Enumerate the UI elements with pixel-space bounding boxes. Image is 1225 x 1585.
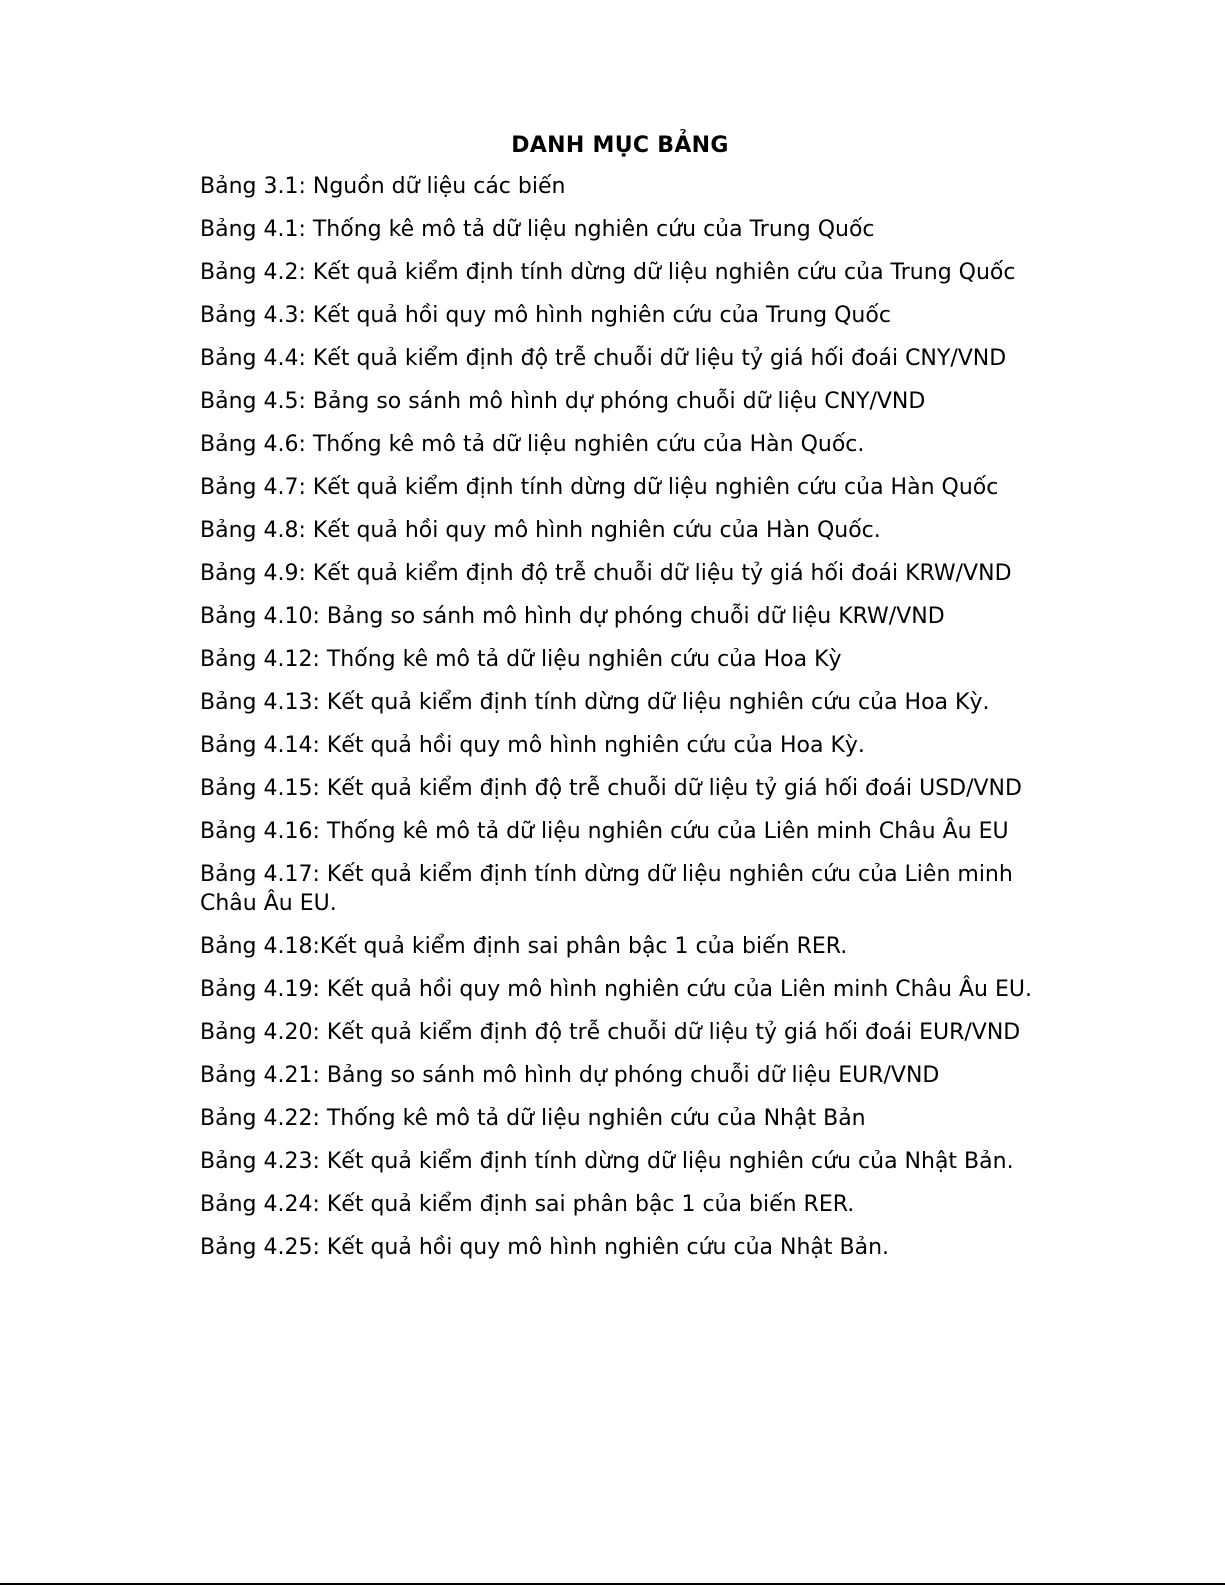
list-item: Bảng 4.10: Bảng so sánh mô hình dự phóng chuỗi dữ liệu KRW/VND xyxy=(200,604,945,629)
list-item: Bảng 4.15: Kết quả kiểm định độ trễ chuỗi dữ liệu tỷ giá hối đoái USD/VND xyxy=(200,776,1022,801)
page-title: DANH MỤC BẢNG xyxy=(511,133,729,158)
list-item: Bảng 4.16: Thống kê mô tả dữ liệu nghiên cứu của Liên minh Châu Âu EU xyxy=(200,819,1009,844)
list-item: Bảng 4.8: Kết quả hồi quy mô hình nghiên cứu của Hàn Quốc. xyxy=(200,518,881,543)
list-item: Bảng 3.1: Nguồn dữ liệu các biến xyxy=(200,174,566,199)
list-item: Bảng 4.6: Thống kê mô tả dữ liệu nghiên cứu của Hàn Quốc. xyxy=(200,432,865,457)
list-item: Bảng 4.5: Bảng so sánh mô hình dự phóng chuỗi dữ liệu CNY/VND xyxy=(200,389,926,414)
list-item: Bảng 4.24: Kết quả kiểm định sai phân bậc 1 của biến RER. xyxy=(200,1192,855,1217)
list-item: Bảng 4.4: Kết quả kiểm định độ trễ chuỗi dữ liệu tỷ giá hối đoái CNY/VND xyxy=(200,346,1007,371)
list-item: Bảng 4.2: Kết quả kiểm định tính dừng dữ liệu nghiên cứu của Trung Quốc xyxy=(200,260,1016,285)
list-item: Bảng 4.17: Kết quả kiểm định tính dừng dữ liệu nghiên cứu của Liên minh Châu Âu EU. xyxy=(200,862,1013,916)
list-item: Bảng 4.25: Kết quả hồi quy mô hình nghiên cứu của Nhật Bản. xyxy=(200,1235,890,1260)
list-item: Bảng 4.9: Kết quả kiểm định độ trễ chuỗi dữ liệu tỷ giá hối đoái KRW/VND xyxy=(200,561,1012,586)
list-item: Bảng 4.22: Thống kê mô tả dữ liệu nghiên cứu của Nhật Bản xyxy=(200,1106,866,1131)
list-item: Bảng 4.18:Kết quả kiểm định sai phân bậc 1 của biến RER. xyxy=(200,934,848,959)
table-list xyxy=(200,172,1050,1276)
list-item: Bảng 4.20: Kết quả kiểm định độ trễ chuỗi dữ liệu tỷ giá hối đoái EUR/VND xyxy=(200,1020,1021,1045)
list-item: Bảng 4.19: Kết quả hồi quy mô hình nghiên cứu của Liên minh Châu Âu EU. xyxy=(200,977,1032,1002)
list-item: Bảng 4.7: Kết quả kiểm định tính dừng dữ liệu nghiên cứu của Hàn Quốc xyxy=(200,475,999,500)
list-item: Bảng 4.21: Bảng so sánh mô hình dự phóng chuỗi dữ liệu EUR/VND xyxy=(200,1063,940,1088)
list-item: Bảng 4.14: Kết quả hồi quy mô hình nghiên cứu của Hoa Kỳ. xyxy=(200,733,865,758)
list-item: Bảng 4.23: Kết quả kiểm định tính dừng dữ liệu nghiên cứu của Nhật Bản. xyxy=(200,1149,1014,1174)
list-item: Bảng 4.13: Kết quả kiểm định tính dừng dữ liệu nghiên cứu của Hoa Kỳ. xyxy=(200,690,990,715)
list-item: Bảng 4.3: Kết quả hồi quy mô hình nghiên cứu của Trung Quốc xyxy=(200,303,891,328)
list-item: Bảng 4.1: Thống kê mô tả dữ liệu nghiên cứu của Trung Quốc xyxy=(200,217,875,242)
list-item: Bảng 4.12: Thống kê mô tả dữ liệu nghiên cứu của Hoa Kỳ xyxy=(200,647,842,672)
